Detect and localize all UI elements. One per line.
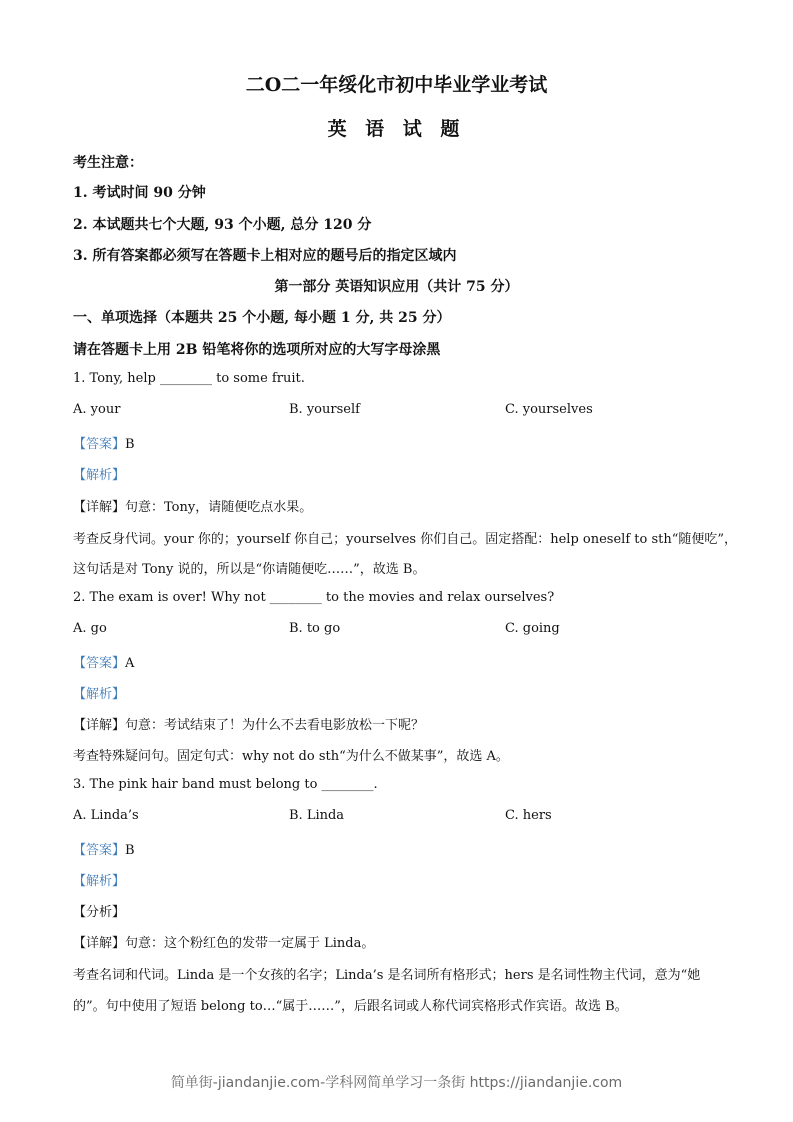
option-b: B. Linda (289, 808, 345, 823)
option-c: C. yourselves (505, 402, 593, 417)
option-b: B. yourself (289, 402, 360, 417)
fenxi-label: 【分析】 (73, 905, 126, 920)
note-item-3: 3. 所有答案都必须写在答题卡上相对应的题号后的指定区域内 (73, 248, 457, 264)
explanation-text: 考查名词和代词。Linda 是一个女孩的名字；Linda’s 是名词所有格形式；hers 是名词性物主代词，意为“她 (73, 968, 701, 983)
answer-line (73, 839, 135, 858)
answer-label: 【答案】 (73, 437, 126, 452)
answer-line (73, 652, 134, 671)
answer-line (73, 433, 135, 452)
explanation-text: 考查反身代词。your 你的；yourself 你自己；yourselves 你们自己。固定搭配：help oneself to sth“随便吃”， (73, 532, 738, 547)
question-stem: 1. Tony, help ________ to some fruit. (73, 371, 305, 386)
answer-value: A (125, 656, 135, 671)
section-instruction: 请在答题卡上用 2B 铅笔将你的选项所对应的大写字母涂黑 (73, 342, 441, 358)
detail-text: 【详解】句意：这个粉红色的发带一定属于 Linda。 (73, 936, 375, 951)
answer-value: B (125, 843, 135, 858)
question-stem: 2. The exam is over! Why not ________ to the movies and relax ourselves? (73, 590, 555, 605)
analysis-label: 【解析】 (73, 874, 126, 889)
exam-subtitle: 英 语 试 题 (327, 118, 466, 140)
analysis-label: 【解析】 (73, 687, 126, 702)
explanation-text: 的”。句中使用了短语 belong to…“属于……”，后跟名词或人称代词宾格形式作宾语。故选 B。 (73, 999, 628, 1014)
question-stem: 3. The pink hair band must belong to ________. (73, 777, 378, 792)
analysis-label: 【解析】 (73, 468, 126, 483)
option-b: B. to go (289, 621, 341, 636)
notes-heading: 考生注意： (73, 155, 143, 171)
option-a: A. Linda’s (73, 808, 139, 823)
exam-title: 二O二一年绥化市初中毕业学业考试 (245, 74, 548, 96)
answer-label: 【答案】 (73, 656, 126, 671)
answer-value: B (125, 437, 135, 452)
option-a: A. go (73, 621, 107, 636)
note-item-1: 1. 考试时间 90 分钟 (73, 185, 206, 201)
detail-text: 【详解】句意：考试结束了！为什么不去看电影放松一下呢？ (73, 718, 425, 733)
footer-watermark: 简单街-jiandanjie.com-学科网简单学习一条街 https://jiandanjie.com (170, 1075, 623, 1091)
note-item-2: 2. 本试题共七个大题, 93 个小题, 总分 120 分 (73, 217, 372, 233)
explanation-text: 考查特殊疑问句。固定句式：why not do sth“为什么不做某事”，故选 A。 (73, 749, 509, 764)
option-c: C. going (505, 621, 560, 636)
explanation-text: 这句话是对 Tony 说的，所以是“你请随便吃……”，故选 B。 (73, 562, 426, 577)
answer-label: 【答案】 (73, 843, 126, 858)
part-heading: 第一部分 英语知识应用（共计 75 分） (274, 279, 519, 295)
detail-text: 【详解】句意：Tony，请随便吃点水果。 (73, 500, 313, 515)
option-c: C. hers (505, 808, 552, 823)
option-a: A. your (73, 402, 121, 417)
section-heading: 一、单项选择（本题共 25 个小题, 每小题 1 分, 共 25 分） (73, 310, 451, 326)
